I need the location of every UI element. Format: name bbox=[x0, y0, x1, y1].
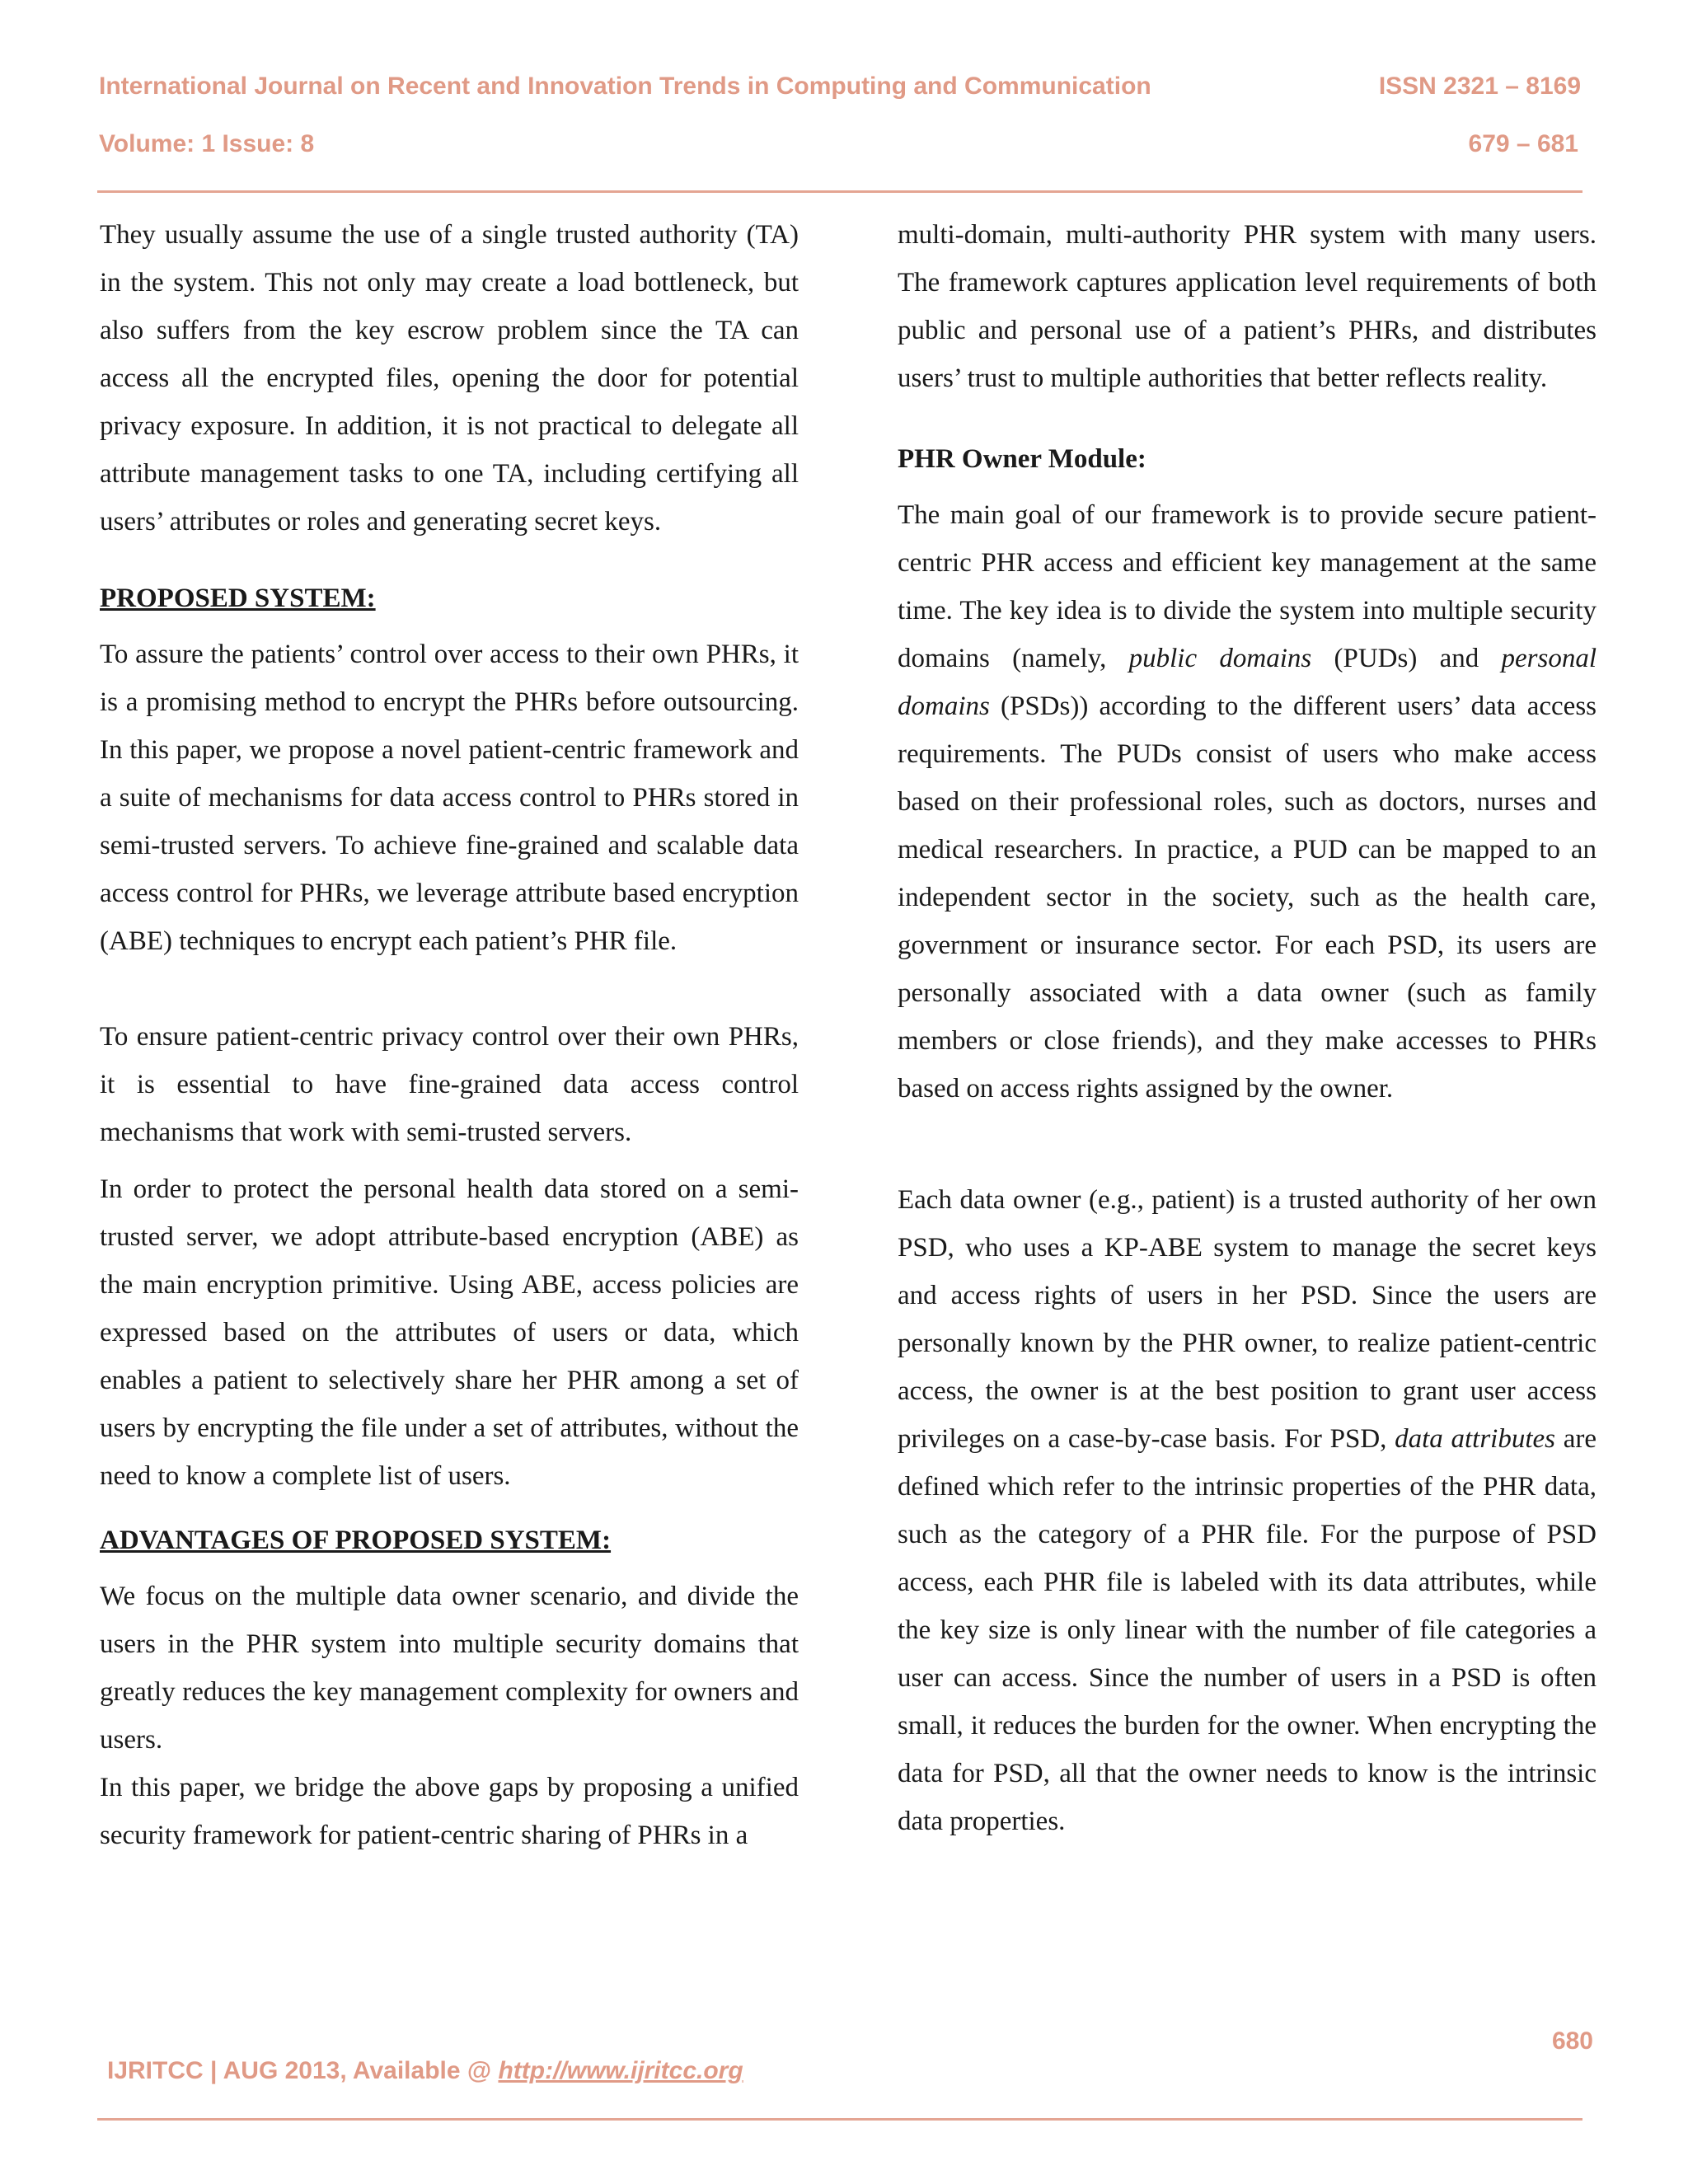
footer-divider bbox=[97, 2118, 1582, 2121]
footer-link[interactable]: http://www.ijritcc.org bbox=[498, 2057, 743, 2084]
volume-issue: Volume: 1 Issue: 8 bbox=[99, 130, 315, 157]
paragraph-unified-framework: In this paper, we bridge the above gaps by proposing a unified security framework for patient-centric sharing of PHRs in a bbox=[100, 1773, 799, 1850]
journal-title: International Journal on Recent and Innovation Trends in Computing and Communication bbox=[99, 73, 1151, 100]
page-number: 680 bbox=[1551, 2027, 1593, 2055]
heading-advantages: ADVANTAGES OF PROPOSED SYSTEM: bbox=[100, 1526, 612, 1555]
paragraph-data-owner: Each data owner (e.g., patient) is a trusted authority of her own PSD, who uses a KP-ABE system to manage the secret keys and access rights of users in her PSD. Since the users are personally known by the PHR owner, to realize patient-centric access, the owner is at the best position to grant user access privileges on a case-by-case basis. For PSD, data attributes are defined which refer to the intrinsic properties of the PHR data, such as the category of a PHR file. For the purpose of PSD access, each PHR file is labeled with its data attributes, while the key size is only linear with the number of file categories a user can access. Since the number of users in a PSD is often small, it reduces the burden for the owner. When encrypting the data for PSD, all that the owner needs to know is the intrinsic data properties. bbox=[898, 1185, 1597, 1836]
issn-number: ISSN 2321 – 8169 bbox=[1378, 73, 1581, 100]
left-column bbox=[100, 211, 799, 1859]
footer-citation: IJRITCC | AUG 2013, Available @ http://www.ijritcc.org bbox=[107, 2057, 743, 2084]
paragraph-multiple-owners: We focus on the multiple data owner scenario, and divide the users in the PHR system into multiple security domains that greatly reduces the key management complexity for owners and users. bbox=[100, 1582, 799, 1755]
paragraph-security-domains: The main goal of our framework is to provide secure patient-centric PHR access and efficient key management at the same time. The key idea is to divide the system into multiple security domains (namely, public domains (PUDs) and personal domains (PSDs)) according to the different users’ data access requirements. The PUDs consist of users who make access based on their professional roles, such as doctors, nurses and medical researchers. In practice, a PUD can be mapped to an independent sector in the society, such as the health care, government or insurance sector. For each PSD, its users are personally associated with a data owner (such as family members or close friends), and they make accesses to PHRs based on access rights assigned by the owner. bbox=[898, 500, 1597, 1104]
heading-phr-owner-module: PHR Owner Module: bbox=[898, 444, 1146, 474]
right-column bbox=[898, 211, 1597, 1845]
page-range: 679 – 681 bbox=[1468, 130, 1578, 157]
paragraph-proposed-system: To assure the patients’ control over access to their own PHRs, it is a promising method to encrypt the PHRs before outsourcing. In this paper, we propose a novel patient-centric framework and a suite of mechanisms for data access control to PHRs stored in semi-trusted servers. To achieve fine-grained and scalable data access control for PHRs, we leverage attribute based encryption (ABE) techniques to encrypt each patient’s PHR file. bbox=[100, 640, 799, 956]
paragraph-ta-limitations: They usually assume the use of a single trusted authority (TA) in the system. This not only may create a load bottleneck, but also suffers from the key escrow problem since the TA can access all the encrypted files, opening the door for potential privacy exposure. In addition, it is not practical to delegate all attribute management tasks to one TA, including certifying all users’ attributes or roles and generating secret keys. bbox=[100, 220, 799, 537]
paragraph-abe-primitive: In order to protect the personal health data stored on a semi-trusted server, we adopt attribute-based encryption (ABE) as the main encryption primitive. Using ABE, access policies are expressed based on the attributes of users or data, which enables a patient to selectively share her PHR among a set of users by encrypting the file under a set of attributes, without the need to know a complete list of users. bbox=[100, 1174, 799, 1491]
paragraph-multi-domain: multi-domain, multi-authority PHR system with many users. The framework captures application level requirements of both public and personal use of a patient’s PHRs, and distributes users’ trust to multiple authorities that better reflects reality. bbox=[898, 220, 1597, 393]
paragraph-patient-centric-privacy: To ensure patient-centric privacy control over their own PHRs, it is essential to have fine-grained data access control mechanisms that work with semi-trusted servers. bbox=[100, 1022, 799, 1147]
header-divider bbox=[97, 190, 1582, 193]
heading-proposed-system: PROPOSED SYSTEM: bbox=[100, 583, 376, 613]
